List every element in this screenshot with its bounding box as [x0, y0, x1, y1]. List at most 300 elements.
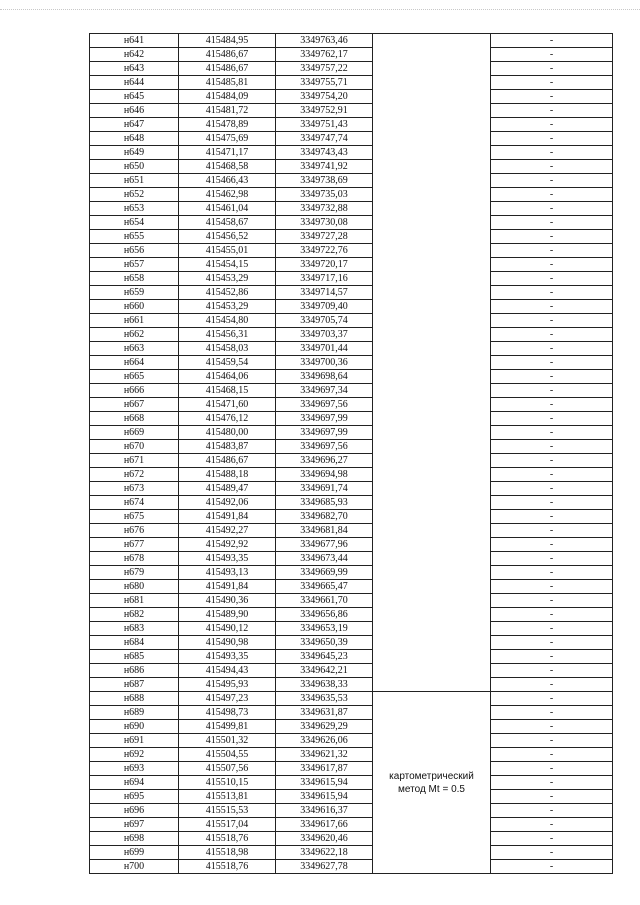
table-row	[90, 188, 613, 202]
table-row	[90, 132, 613, 146]
point-id-cell: н644	[90, 76, 179, 90]
point-id-cell: н667	[90, 398, 179, 412]
point-id-cell: н683	[90, 622, 179, 636]
y-coordinate-cell: 3349694,98	[276, 468, 373, 482]
dash-cell: -	[491, 636, 613, 650]
table-row	[90, 328, 613, 342]
point-id-cell: н662	[90, 328, 179, 342]
x-coordinate-cell: 415498,73	[179, 706, 276, 720]
x-coordinate-cell: 415492,27	[179, 524, 276, 538]
x-coordinate-cell: 415490,12	[179, 622, 276, 636]
dash-cell: -	[491, 356, 613, 370]
y-coordinate-cell: 3349645,23	[276, 650, 373, 664]
table-row	[90, 650, 613, 664]
point-id-cell: н657	[90, 258, 179, 272]
point-id-cell: н686	[90, 664, 179, 678]
table-row	[90, 762, 613, 776]
y-coordinate-cell: 3349615,94	[276, 790, 373, 804]
table-row	[90, 370, 613, 384]
x-coordinate-cell: 415495,93	[179, 678, 276, 692]
point-id-cell: н682	[90, 608, 179, 622]
y-coordinate-cell: 3349752,91	[276, 104, 373, 118]
table-row	[90, 356, 613, 370]
x-coordinate-cell: 415468,15	[179, 384, 276, 398]
y-coordinate-cell: 3349705,74	[276, 314, 373, 328]
table-row	[90, 118, 613, 132]
point-id-cell: н689	[90, 706, 179, 720]
x-coordinate-cell: 415518,76	[179, 832, 276, 846]
y-coordinate-cell: 3349720,17	[276, 258, 373, 272]
table-row	[90, 90, 613, 104]
x-coordinate-cell: 415499,81	[179, 720, 276, 734]
y-coordinate-cell: 3349650,39	[276, 636, 373, 650]
dash-cell: -	[491, 594, 613, 608]
table-row	[90, 510, 613, 524]
table-row	[90, 314, 613, 328]
dash-cell: -	[491, 482, 613, 496]
x-coordinate-cell: 415456,31	[179, 328, 276, 342]
point-id-cell: н691	[90, 734, 179, 748]
y-coordinate-cell: 3349757,22	[276, 62, 373, 76]
x-coordinate-cell: 415490,36	[179, 594, 276, 608]
point-id-cell: н665	[90, 370, 179, 384]
x-coordinate-cell: 415458,67	[179, 216, 276, 230]
dash-cell: -	[491, 720, 613, 734]
point-id-cell: н668	[90, 412, 179, 426]
table-row	[90, 636, 613, 650]
y-coordinate-cell: 3349616,37	[276, 804, 373, 818]
y-coordinate-cell: 3349697,56	[276, 398, 373, 412]
point-id-cell: н684	[90, 636, 179, 650]
point-id-cell: н663	[90, 342, 179, 356]
y-coordinate-cell: 3349722,76	[276, 244, 373, 258]
table-row	[90, 678, 613, 692]
x-coordinate-cell: 415492,06	[179, 496, 276, 510]
point-id-cell: н655	[90, 230, 179, 244]
point-id-cell: н675	[90, 510, 179, 524]
dash-cell: -	[491, 188, 613, 202]
method-cell-empty	[373, 34, 491, 692]
x-coordinate-cell: 415493,35	[179, 650, 276, 664]
point-id-cell: н651	[90, 174, 179, 188]
y-coordinate-cell: 3349754,20	[276, 90, 373, 104]
dash-cell: -	[491, 118, 613, 132]
point-id-cell: н670	[90, 440, 179, 454]
table-row	[90, 552, 613, 566]
dash-cell: -	[491, 804, 613, 818]
x-coordinate-cell: 415455,01	[179, 244, 276, 258]
dash-cell: -	[491, 566, 613, 580]
dash-cell: -	[491, 314, 613, 328]
x-coordinate-cell: 415501,32	[179, 734, 276, 748]
point-id-cell: н641	[90, 34, 179, 48]
point-id-cell: н671	[90, 454, 179, 468]
dash-cell: -	[491, 678, 613, 692]
y-coordinate-cell: 3349631,87	[276, 706, 373, 720]
dash-cell: -	[491, 818, 613, 832]
table-row	[90, 846, 613, 860]
x-coordinate-cell: 415492,92	[179, 538, 276, 552]
y-coordinate-cell: 3349743,43	[276, 146, 373, 160]
scan-edge-line	[0, 9, 640, 10]
table-row	[90, 692, 613, 706]
x-coordinate-cell: 415488,18	[179, 468, 276, 482]
table-row	[90, 146, 613, 160]
y-coordinate-cell: 3349626,06	[276, 734, 373, 748]
point-id-cell: н672	[90, 468, 179, 482]
dash-cell: -	[491, 552, 613, 566]
dash-cell: -	[491, 90, 613, 104]
coordinates-table	[89, 33, 613, 874]
x-coordinate-cell: 415486,67	[179, 62, 276, 76]
y-coordinate-cell: 3349617,87	[276, 762, 373, 776]
table-row	[90, 398, 613, 412]
point-id-cell: н661	[90, 314, 179, 328]
point-id-cell: н656	[90, 244, 179, 258]
dash-cell: -	[491, 62, 613, 76]
dash-cell: -	[491, 748, 613, 762]
y-coordinate-cell: 3349697,34	[276, 384, 373, 398]
y-coordinate-cell: 3349629,29	[276, 720, 373, 734]
dash-cell: -	[491, 426, 613, 440]
point-id-cell: н687	[90, 678, 179, 692]
y-coordinate-cell: 3349698,64	[276, 370, 373, 384]
point-id-cell: н669	[90, 426, 179, 440]
x-coordinate-cell: 415466,43	[179, 174, 276, 188]
point-id-cell: н698	[90, 832, 179, 846]
x-coordinate-cell: 415483,87	[179, 440, 276, 454]
y-coordinate-cell: 3349762,17	[276, 48, 373, 62]
point-id-cell: н688	[90, 692, 179, 706]
table-row	[90, 734, 613, 748]
x-coordinate-cell: 415481,72	[179, 104, 276, 118]
y-coordinate-cell: 3349622,18	[276, 846, 373, 860]
x-coordinate-cell: 415515,53	[179, 804, 276, 818]
table-row	[90, 622, 613, 636]
table-row	[90, 594, 613, 608]
y-coordinate-cell: 3349730,08	[276, 216, 373, 230]
dash-cell: -	[491, 328, 613, 342]
table-row	[90, 804, 613, 818]
point-id-cell: н653	[90, 202, 179, 216]
table-row	[90, 76, 613, 90]
dash-cell: -	[491, 174, 613, 188]
y-coordinate-cell: 3349653,19	[276, 622, 373, 636]
dash-cell: -	[491, 132, 613, 146]
x-coordinate-cell: 415489,47	[179, 482, 276, 496]
x-coordinate-cell: 415513,81	[179, 790, 276, 804]
y-coordinate-cell: 3349617,66	[276, 818, 373, 832]
dash-cell: -	[491, 244, 613, 258]
point-id-cell: н658	[90, 272, 179, 286]
table-row	[90, 34, 613, 48]
x-coordinate-cell: 415456,52	[179, 230, 276, 244]
dash-cell: -	[491, 776, 613, 790]
point-id-cell: н652	[90, 188, 179, 202]
method-cell	[373, 692, 491, 874]
dash-cell: -	[491, 468, 613, 482]
point-id-cell: н695	[90, 790, 179, 804]
x-coordinate-cell: 415462,98	[179, 188, 276, 202]
dash-cell: -	[491, 342, 613, 356]
y-coordinate-cell: 3349677,96	[276, 538, 373, 552]
x-coordinate-cell: 415485,81	[179, 76, 276, 90]
table-row	[90, 104, 613, 118]
dash-cell: -	[491, 790, 613, 804]
point-id-cell: н649	[90, 146, 179, 160]
y-coordinate-cell: 3349763,46	[276, 34, 373, 48]
y-coordinate-cell: 3349751,43	[276, 118, 373, 132]
table-row	[90, 524, 613, 538]
table-row	[90, 580, 613, 594]
table-row	[90, 300, 613, 314]
table-row	[90, 174, 613, 188]
table-row	[90, 62, 613, 76]
dash-cell: -	[491, 34, 613, 48]
y-coordinate-cell: 3349732,88	[276, 202, 373, 216]
y-coordinate-cell: 3349673,44	[276, 552, 373, 566]
table-row	[90, 860, 613, 874]
x-coordinate-cell: 415458,03	[179, 342, 276, 356]
y-coordinate-cell: 3349638,33	[276, 678, 373, 692]
y-coordinate-cell: 3349635,53	[276, 692, 373, 706]
x-coordinate-cell: 415480,00	[179, 426, 276, 440]
x-coordinate-cell: 415484,95	[179, 34, 276, 48]
dash-cell: -	[491, 384, 613, 398]
dash-cell: -	[491, 664, 613, 678]
dash-cell: -	[491, 692, 613, 706]
table-row	[90, 832, 613, 846]
x-coordinate-cell: 415478,89	[179, 118, 276, 132]
dash-cell: -	[491, 160, 613, 174]
y-coordinate-cell: 3349642,21	[276, 664, 373, 678]
table-row	[90, 818, 613, 832]
x-coordinate-cell: 415453,29	[179, 300, 276, 314]
x-coordinate-cell: 415471,17	[179, 146, 276, 160]
dash-cell: -	[491, 734, 613, 748]
table-row	[90, 664, 613, 678]
x-coordinate-cell: 415461,04	[179, 202, 276, 216]
x-coordinate-cell: 415464,06	[179, 370, 276, 384]
dash-cell: -	[491, 48, 613, 62]
y-coordinate-cell: 3349691,74	[276, 482, 373, 496]
y-coordinate-cell: 3349669,99	[276, 566, 373, 580]
y-coordinate-cell: 3349738,69	[276, 174, 373, 188]
table-row	[90, 748, 613, 762]
dash-cell: -	[491, 580, 613, 594]
table-row	[90, 384, 613, 398]
point-id-cell: н664	[90, 356, 179, 370]
y-coordinate-cell: 3349682,70	[276, 510, 373, 524]
x-coordinate-cell: 415497,23	[179, 692, 276, 706]
x-coordinate-cell: 415454,15	[179, 258, 276, 272]
table-row	[90, 496, 613, 510]
y-coordinate-cell: 3349700,36	[276, 356, 373, 370]
x-coordinate-cell: 415518,98	[179, 846, 276, 860]
x-coordinate-cell: 415491,84	[179, 510, 276, 524]
x-coordinate-cell: 415493,35	[179, 552, 276, 566]
dash-cell: -	[491, 230, 613, 244]
dash-cell: -	[491, 762, 613, 776]
point-id-cell: н697	[90, 818, 179, 832]
table-row	[90, 48, 613, 62]
point-id-cell: н699	[90, 846, 179, 860]
dash-cell: -	[491, 146, 613, 160]
dash-cell: -	[491, 860, 613, 874]
point-id-cell: н660	[90, 300, 179, 314]
y-coordinate-cell: 3349717,16	[276, 272, 373, 286]
dash-cell: -	[491, 412, 613, 426]
y-coordinate-cell: 3349661,70	[276, 594, 373, 608]
point-id-cell: н685	[90, 650, 179, 664]
table-row	[90, 790, 613, 804]
x-coordinate-cell: 415517,04	[179, 818, 276, 832]
x-coordinate-cell: 415489,90	[179, 608, 276, 622]
table-row	[90, 160, 613, 174]
point-id-cell: н648	[90, 132, 179, 146]
x-coordinate-cell: 415476,12	[179, 412, 276, 426]
x-coordinate-cell: 415510,15	[179, 776, 276, 790]
x-coordinate-cell: 415493,13	[179, 566, 276, 580]
point-id-cell: н677	[90, 538, 179, 552]
dash-cell: -	[491, 398, 613, 412]
table-row	[90, 230, 613, 244]
x-coordinate-cell: 415486,67	[179, 454, 276, 468]
dash-cell: -	[491, 706, 613, 720]
point-id-cell: н666	[90, 384, 179, 398]
table-row	[90, 440, 613, 454]
point-id-cell: н654	[90, 216, 179, 230]
point-id-cell: н642	[90, 48, 179, 62]
point-id-cell: н650	[90, 160, 179, 174]
y-coordinate-cell: 3349621,32	[276, 748, 373, 762]
table-row	[90, 720, 613, 734]
coordinates-table-body	[90, 34, 613, 874]
dash-cell: -	[491, 622, 613, 636]
x-coordinate-cell: 415518,76	[179, 860, 276, 874]
y-coordinate-cell: 3349741,92	[276, 160, 373, 174]
x-coordinate-cell: 415471,60	[179, 398, 276, 412]
x-coordinate-cell: 415459,54	[179, 356, 276, 370]
point-id-cell: н643	[90, 62, 179, 76]
table-row	[90, 566, 613, 580]
dash-cell: -	[491, 538, 613, 552]
y-coordinate-cell: 3349656,86	[276, 608, 373, 622]
dash-cell: -	[491, 272, 613, 286]
method-text-line1: картометрический	[389, 770, 474, 782]
table-row	[90, 202, 613, 216]
point-id-cell: н678	[90, 552, 179, 566]
y-coordinate-cell: 3349747,74	[276, 132, 373, 146]
dash-cell: -	[491, 104, 613, 118]
point-id-cell: н647	[90, 118, 179, 132]
point-id-cell: н690	[90, 720, 179, 734]
point-id-cell: н700	[90, 860, 179, 874]
table-row	[90, 426, 613, 440]
table-row	[90, 244, 613, 258]
y-coordinate-cell: 3349697,99	[276, 412, 373, 426]
point-id-cell: н659	[90, 286, 179, 300]
x-coordinate-cell: 415494,43	[179, 664, 276, 678]
table-row	[90, 412, 613, 426]
dash-cell: -	[491, 832, 613, 846]
x-coordinate-cell: 415490,98	[179, 636, 276, 650]
method-text-line2: метод Mt = 0.5	[398, 783, 465, 795]
table-row	[90, 216, 613, 230]
point-id-cell: н693	[90, 762, 179, 776]
table-row	[90, 468, 613, 482]
dash-cell: -	[491, 524, 613, 538]
y-coordinate-cell: 3349681,84	[276, 524, 373, 538]
x-coordinate-cell: 415491,84	[179, 580, 276, 594]
dash-cell: -	[491, 76, 613, 90]
table-row	[90, 454, 613, 468]
dash-cell: -	[491, 258, 613, 272]
point-id-cell: н694	[90, 776, 179, 790]
dash-cell: -	[491, 650, 613, 664]
x-coordinate-cell: 415452,86	[179, 286, 276, 300]
x-coordinate-cell: 415468,58	[179, 160, 276, 174]
x-coordinate-cell: 415507,56	[179, 762, 276, 776]
dash-cell: -	[491, 440, 613, 454]
dash-cell: -	[491, 300, 613, 314]
table-row	[90, 286, 613, 300]
y-coordinate-cell: 3349709,40	[276, 300, 373, 314]
point-id-cell: н646	[90, 104, 179, 118]
dash-cell: -	[491, 202, 613, 216]
table-row	[90, 706, 613, 720]
dash-cell: -	[491, 510, 613, 524]
table-row	[90, 776, 613, 790]
point-id-cell: н645	[90, 90, 179, 104]
x-coordinate-cell: 415454,80	[179, 314, 276, 328]
dash-cell: -	[491, 608, 613, 622]
y-coordinate-cell: 3349697,56	[276, 440, 373, 454]
y-coordinate-cell: 3349615,94	[276, 776, 373, 790]
y-coordinate-cell: 3349703,37	[276, 328, 373, 342]
table-row	[90, 538, 613, 552]
point-id-cell: н676	[90, 524, 179, 538]
point-id-cell: н692	[90, 748, 179, 762]
y-coordinate-cell: 3349620,46	[276, 832, 373, 846]
dash-cell: -	[491, 846, 613, 860]
table-row	[90, 258, 613, 272]
table-row	[90, 342, 613, 356]
dash-cell: -	[491, 454, 613, 468]
table-row	[90, 608, 613, 622]
y-coordinate-cell: 3349627,78	[276, 860, 373, 874]
point-id-cell: н679	[90, 566, 179, 580]
table-row	[90, 482, 613, 496]
dash-cell: -	[491, 216, 613, 230]
x-coordinate-cell: 415504,55	[179, 748, 276, 762]
point-id-cell: н681	[90, 594, 179, 608]
x-coordinate-cell: 415486,67	[179, 48, 276, 62]
table-row	[90, 272, 613, 286]
dash-cell: -	[491, 370, 613, 384]
x-coordinate-cell: 415484,09	[179, 90, 276, 104]
y-coordinate-cell: 3349714,57	[276, 286, 373, 300]
x-coordinate-cell: 415475,69	[179, 132, 276, 146]
y-coordinate-cell: 3349701,44	[276, 342, 373, 356]
y-coordinate-cell: 3349755,71	[276, 76, 373, 90]
point-id-cell: н673	[90, 482, 179, 496]
point-id-cell: н696	[90, 804, 179, 818]
y-coordinate-cell: 3349665,47	[276, 580, 373, 594]
y-coordinate-cell: 3349685,93	[276, 496, 373, 510]
x-coordinate-cell: 415453,29	[179, 272, 276, 286]
point-id-cell: н674	[90, 496, 179, 510]
